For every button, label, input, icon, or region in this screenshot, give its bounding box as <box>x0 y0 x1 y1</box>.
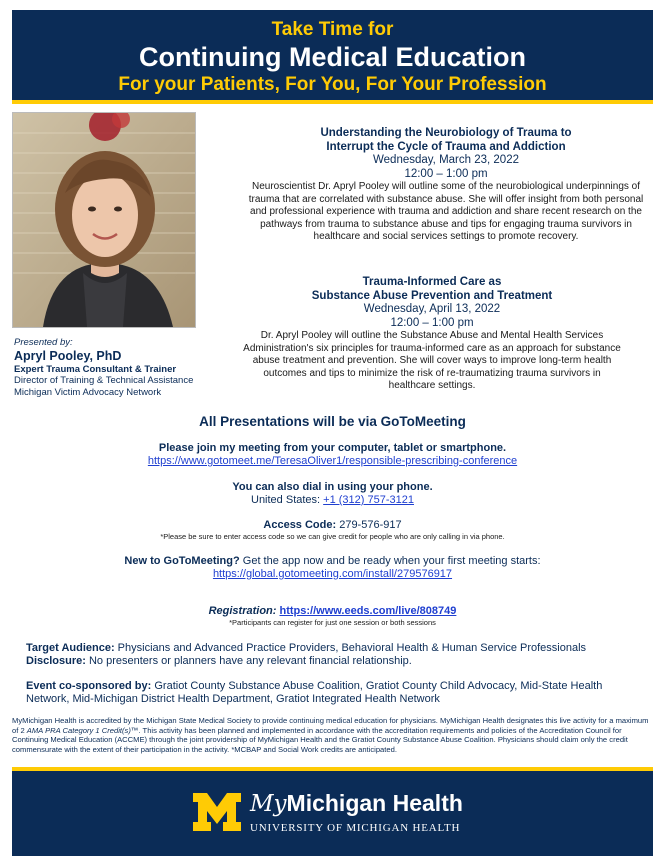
audience-text: Physicians and Advanced Practice Providers, Behavioral Health & Human Service Professionals <box>114 642 587 654</box>
new-user-line <box>12 555 653 568</box>
meeting-heading-block <box>12 414 653 429</box>
page-title: Continuing Medical Education <box>139 42 526 72</box>
session-title-line1: Trauma-Informed Care as <box>362 276 502 288</box>
footer-logo-subtitle: UNIVERSITY OF MICHIGAN HEALTH <box>250 822 461 834</box>
cosponsor-block <box>26 680 636 706</box>
header-kicker: Take Time for <box>271 19 394 40</box>
dial-line <box>12 494 653 507</box>
cosponsor-text: Gratiot County Substance Abuse Coalition, Gratiot County Child Advocacy, Mid-State Health Network, Mid-Michigan District Health Department, Gratiot Integrated Health Network <box>26 680 603 705</box>
session-description: Dr. Apryl Pooley will outline the Substance Abuse and Mental Health Services Administration's six principles for trauma-informed care as an approach for substance abuse treatment and prevention. She will cover ways to improve long-term health outcomes and tips to minimize the risk of re-traumatizing trauma survivors in healthcare settings. <box>243 330 621 391</box>
disclosure-line <box>26 655 636 668</box>
access-block <box>12 519 653 541</box>
join-block <box>12 442 653 468</box>
session-time: 12:00 – 1:00 pm <box>404 167 488 180</box>
presenter-role: Expert Trauma Consultant & Trainer <box>14 363 177 375</box>
logo-my: My <box>250 791 287 817</box>
session-title-line2: Interrupt the Cycle of Trauma and Addiction <box>326 140 566 153</box>
footer-logo-wordmark <box>250 790 463 817</box>
accreditation-statement <box>12 716 653 754</box>
presenter-org: Michigan Victim Advocacy Network <box>14 386 162 398</box>
registration-label: Registration: <box>208 605 277 617</box>
registration-line <box>12 605 653 618</box>
header-tagline: For your Patients, For You, For Your Profession <box>118 74 547 95</box>
join-text: Please join my meeting from your computer, tablet or smartphone. <box>158 442 507 454</box>
header-divider <box>12 100 653 104</box>
access-line <box>12 519 653 532</box>
session-title-line1: Understanding the Neurobiology of Trauma to <box>320 127 572 139</box>
session-date: Wednesday, March 23, 2022 <box>373 154 519 166</box>
disclosure-text: No presenters or planners have any relevant financial relationship. <box>85 655 412 667</box>
new-user-label: New to GoToMeeting? <box>124 555 240 567</box>
registration-block <box>12 605 653 627</box>
dial-block <box>12 481 653 507</box>
session-description: Neuroscientist Dr. Apryl Pooley will outline some of the neurobiological underpinnings of trauma that are correlated with substance abuse. She will offer insight from both personal and professional experience with trauma and addiction and share recent research on the pathways from trauma to substance abuse and tips for engaging trauma survivors in healthcare and social services settings to promote recovery. <box>248 181 644 242</box>
disclosure-label: Disclosure: <box>26 655 86 667</box>
header-banner <box>12 10 653 100</box>
access-note: *Please be sure to enter access code so we can give credit for people who are only calling in via phone. <box>160 532 505 541</box>
dial-country: United States: <box>251 494 324 506</box>
audience-label: Target Audience: <box>26 642 115 654</box>
access-code: 279-576-917 <box>339 519 402 531</box>
session-2 <box>226 276 638 393</box>
dial-number-link[interactable]: +1 (312) 757-3121 <box>323 494 414 506</box>
access-label: Access Code: <box>263 519 340 531</box>
registration-note: *Participants can register for just one session or both sessions <box>229 618 436 627</box>
session-title-line2: Substance Abuse Prevention and Treatment <box>311 289 553 302</box>
accreditation-part1: MyMichigan Health is accredited by the Michigan State Medical Society to provide continuing medical education for physicians. MyMichigan Health designates this live activity for a maximum of 2 <box>12 716 649 735</box>
accreditation-part2: . This activity has been planned and implemented in accordance with the accreditation requirements and policies of the Accreditation Council for Continuing Medical Education (ACCME) through the joint providership of MyMichigan Health and the Gratiot County Substance Abuse Coalition. Physicians should claim only the credit commensurate with the extent of their participation in the activity. *MCBAP and Social Work credits are anticipated. <box>12 725 628 754</box>
session-time: 12:00 – 1:00 pm <box>390 316 474 329</box>
audience-block <box>26 642 636 668</box>
audience-line <box>26 642 636 655</box>
block-m-logo-icon <box>193 793 241 831</box>
install-link[interactable]: https://global.gotomeeting.com/install/279576917 <box>212 568 453 580</box>
session-1 <box>240 127 652 244</box>
registration-link[interactable]: https://www.eeds.com/live/808749 <box>279 605 457 617</box>
presented-by-label: Presented by: <box>14 337 73 348</box>
logo-name: Michigan Health <box>286 790 463 816</box>
session-date: Wednesday, April 13, 2022 <box>363 303 501 315</box>
join-link[interactable]: https://www.gotomeet.me/TeresaOliver1/responsible-prescribing-conference <box>147 455 518 467</box>
dial-text: You can also dial in using your phone. <box>232 481 433 493</box>
cosponsor-label: Event co-sponsored by: <box>26 680 152 692</box>
footer-banner <box>12 771 653 856</box>
presenter-position: Director of Training & Technical Assistance <box>14 375 194 386</box>
new-user-block <box>12 555 653 581</box>
accreditation-credit: AMA PRA Category 1 Credit(s)™ <box>26 725 139 735</box>
presenter-name: Apryl Pooley, PhD <box>14 348 122 363</box>
meeting-heading: All Presentations will be via GoToMeeting <box>199 414 466 429</box>
presenter-photo <box>12 112 196 328</box>
presenter-info <box>14 337 214 398</box>
new-user-text: Get the app now and be ready when your first meeting starts: <box>239 555 541 567</box>
